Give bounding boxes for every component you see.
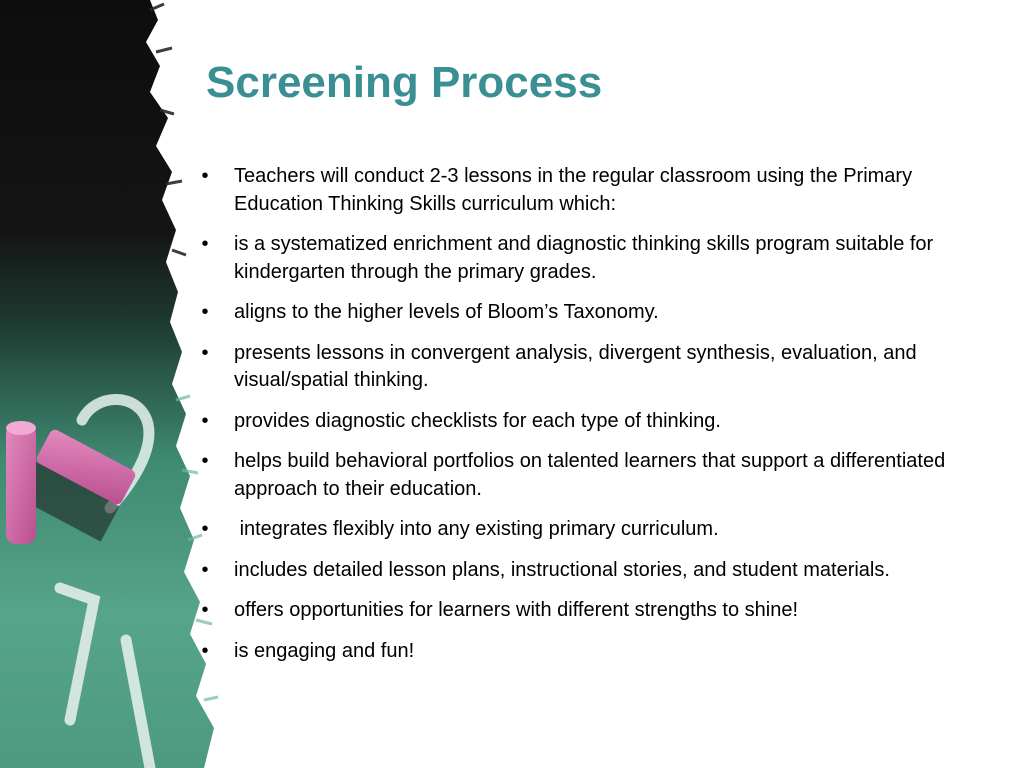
bullet-dot: • — [201, 558, 209, 581]
bullet-item — [198, 638, 988, 666]
bullet-item — [198, 448, 988, 503]
bullet-text: includes detailed lesson plans, instructional stories, and student materials. — [234, 558, 890, 581]
slide-title: Screening Process — [206, 58, 603, 107]
bullet-item — [198, 340, 988, 395]
bullet-dot: • — [201, 450, 209, 472]
bullet-text: integrates flexibly into any existing primary curriculum. — [234, 518, 719, 540]
bullet-dot: • — [201, 639, 209, 662]
bullet-item — [198, 163, 988, 218]
bullet-item — [198, 557, 988, 585]
bullet-dot: • — [201, 233, 209, 255]
bullet-item — [198, 231, 988, 286]
bullet-dot: • — [201, 599, 209, 621]
bullet-text: aligns to the higher levels of Bloom’s Taxonomy. — [234, 301, 659, 323]
bullet-dot: • — [201, 165, 209, 187]
bullet-item — [198, 516, 988, 544]
bullet-list — [198, 163, 988, 678]
bullet-text: offers opportunities for learners with different strengths to shine! — [234, 599, 799, 621]
bullet-dot: • — [201, 341, 209, 364]
bullet-item — [198, 597, 988, 625]
bullet-dot: • — [201, 518, 209, 540]
bullet-text: Teachers will conduct 2-3 lessons in the regular classroom using the Primary Education Thinking Skills curriculum which: — [234, 165, 918, 215]
bullet-dot: • — [201, 409, 209, 432]
bullet-item — [198, 299, 988, 327]
bullet-text: provides diagnostic checklists for each type of thinking. — [234, 409, 721, 432]
bullet-item — [198, 408, 988, 436]
bullet-text: helps build behavioral portfolios on talented learners that support a differentiated approach to their education. — [234, 450, 951, 500]
bullet-text: presents lessons in convergent analysis, divergent synthesis, evaluation, and visual/spatial thinking. — [234, 341, 923, 391]
bullet-dot: • — [201, 301, 209, 323]
bullet-text: is engaging and fun! — [234, 639, 415, 662]
bullet-text: is a systematized enrichment and diagnostic thinking skills program suitable for kindergarten through the primary grades. — [234, 233, 939, 283]
